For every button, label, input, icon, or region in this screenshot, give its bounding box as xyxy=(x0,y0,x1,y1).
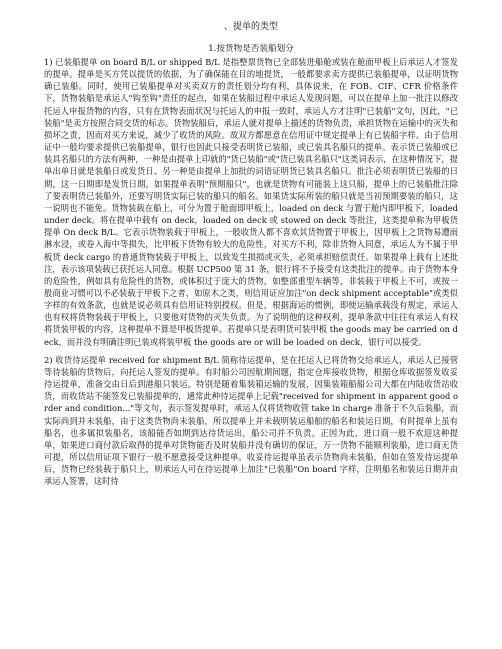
document-title: 、提单的类型 xyxy=(223,22,278,32)
section-heading: 1.按货物是否装船划分 xyxy=(208,44,294,54)
paragraph-shipped-bl: 1) 已装船提单 on board B/L or shipped B/L 是指整票货物已全部装进船舱或装在舱面甲板上后承运人才签发的提单。提单是买方凭以提货的依据，为了确保能在目的地提货，一般都要求卖方提供已装船提单，以证明货物确已装船。同时，使用已装船提单对买卖双方的责任划分均有利，具体说来，在 FOB、CIF、CFR 价格条件下，货物装船是承运人"钩至钩"责任的起点，如果在装船过程中承运人发现问题，可以在提单上加一批注以修改托运人申报货物的内容，只有在货物表面状况与托运人的申报一致时，承运人方才注明"已装船"文句，因此，"已装船"是卖方按照合同交货的标志。货物装船后，承运人就对提单上描述的货物负责，承担货物在运输中的灭失和损坏之责，因而对买方来说，减少了收货的风险。故双方都愿意在信用证中规定提单上有已装船字样。由于信用证中一般均要求提供已装船提单，银行也因此只接受表明货已装船，或已装具名船只的提单。表示货已装船或已装具名船只的方法有两种，一种是由提单上印就的"货已装船"或"货已装具名船只"这类词表示，在这种情况下，提单出单日就是装船日或发货日。另一种是由提单上加批的词语证明货已装具名船只。批注必须表明货已装船的日期，这一日期即是发货日期。如果提单表明"预期船只"，也就是货物有可能装上这只船，提单上的已装船批注除了要表明货已装船外，还要写明货实际已装的船只的船名。如果货实际所装的船只就是当初预期要装的船只，这一说明也不能免。货物装载在船上，可分为置于舱面即甲板上，loaded on deck 与置于舱内即甲板下，loaded under deck。将在提单中载有 on deck，loaded on deck 或 stowed on deck 等批注，这类提单称为甲板货提单 On deck B/L。它表示货物装载于甲板上，一般收货人都不喜欢其货物置于甲板上，因甲板上之货物易遭雨淋水浸，或卷入海中等损失，比甲板下货物有较大的危险性，对买方不利，除非货物入同意，承运人为不属于甲板货 deck cargo 的普通货物装载于甲板上，以致发生损损或灭失，必须承担赔偿责任。如果提单上载有上述批注，表示该项装载已获托运人同意。根据 UCP500 第 31 条，银行将不予接受有这类批注的提单。由于货物本身的危险性，例如具有危险性的货物，或体积过于庞大的货物，如整部重型车辆等，非装载于甲板上不可，或按一般商业习惯可以不必装载于甲板下之者，如原木之类，则信用证应加注"on deck shipment acceptable"或类似字样的有效条款，也就是说必须具有信用证特别授权。但是，根据海运的惯例，即使运输承载没有规定，承运人也有权将货物装载于甲板上，只要他对货物的灭失负责。为了说明他的这种权利，提单条款中往往有承运人有权将货装甲板的内容，这种提单不算是甲板货提单。若提单只是表明货可装甲板 the goods may be carried on deck，而并没有明确注明已装或将装甲板 the goods are or will be loaded on deck，银行可以接受。 xyxy=(44,57,458,347)
paragraph-received-for-shipment-bl: 2) 收货待运提单 received for shipment B/L 简称待运提单，是在托运人已将货物交给承运人，承运人已接管等待装船的货物后，向托运人签发的提单。有时船公司因航期间题，指定仓库接收货物，根据仓库收据签发收妥待运提单，准备交由日后到港船只装运。特别是随着集装箱运输的发展，因集装箱船船公司大都在内陆收货站收货，而收货站不能签发已装船提单的，通常此种待运提单上记载"received for shipment in apparent good order and condition..."等文句，表示签发提单时，承运人仅将货物收管 take in charge 准备于不久后装船，而实际尚到并未装船，由于这类货物尚未装船，所以提单上并未载明装运船舶的船名和装运日期，有时提单上虽有船名，也多属拟装船名，该船能否如期到达待货运出，船公司并不负责。正因为此，进口商一般不欢迎这种提单，如果进口商付款后取得的提单对货物能否及时装船并没有确切的保证，万一货物不能顺利装船，进口商无货可提，所以信用证项下银行一般不愿意接受这种提单。收妥待运提单虽表示货物尚未装船，但如在签发待运提单后，货物已经装载于船只上，则承运人可在待运提单上加注"已装船"On board 字样，注明船名和装运日期并由承运人签署，这时待 xyxy=(44,354,458,487)
